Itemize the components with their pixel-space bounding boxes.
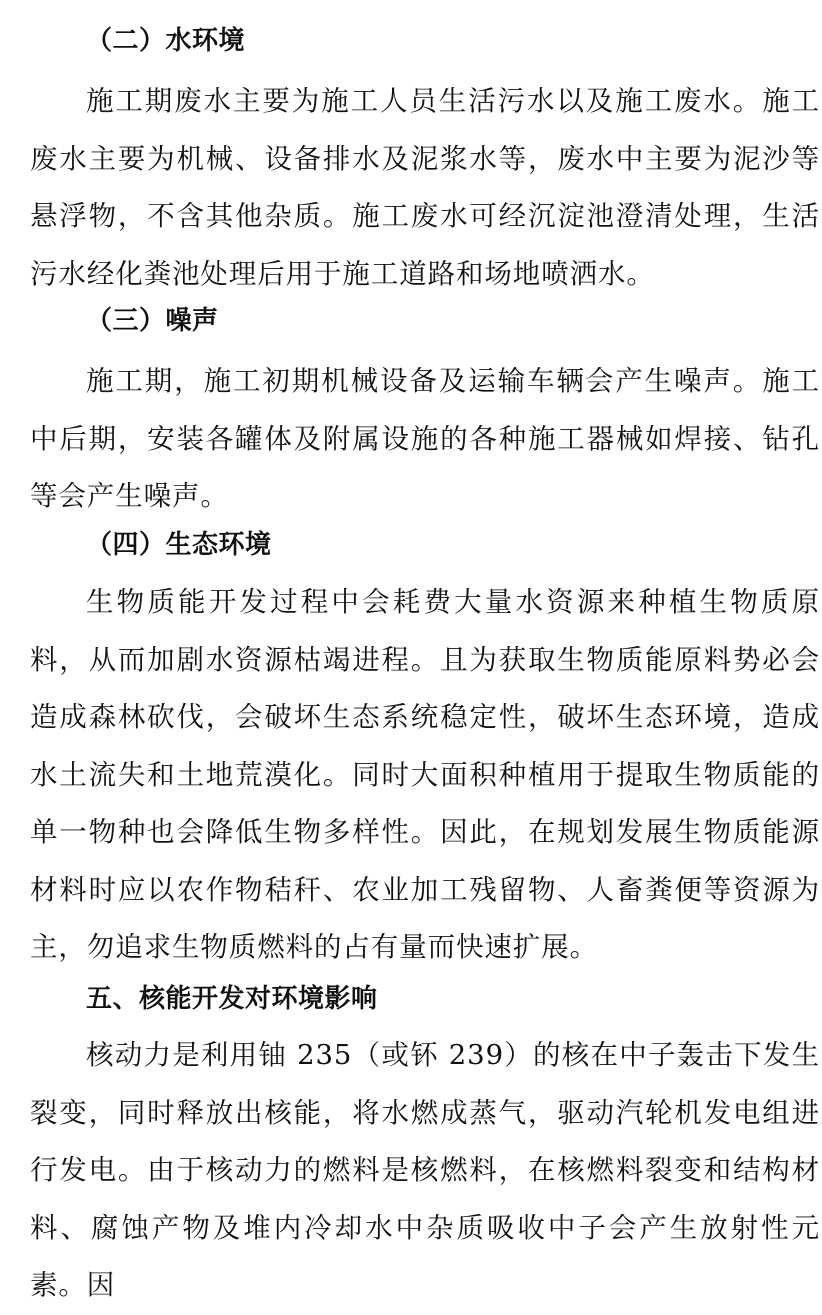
paragraph-nuclear-energy-impact: 核动力是利用铀 235（或钚 239）的核在中子轰击下发生裂变，同时释放出核能，将水燃成蒸气，驱动汽轮机发电组进行发电。由于核动力的燃料是核燃料，在核燃料裂变和结构材料、腐蚀产物及堆内冷却水中杂质吸收中子会产生放射性元素。因 [30, 1039, 820, 1301]
heading-water-environment: （二）水环境 [86, 26, 246, 56]
paragraph-noise: 施工期，施工初期机械设备及运输车辆会产生噪声。施工中后期，安装各罐体及附属设施的各种施工器械如焊接、钻孔等会产生噪声。 [30, 365, 820, 512]
heading-noise: （三）噪声 [86, 306, 219, 336]
paragraph-ecological-environment: 生物质能开发过程中会耗费大量水资源来种植生物质原料，从而加剧水资源枯竭进程。且为获取生物质能原料势必会造成森林砍伐，会破坏生态系统稳定性，破坏生态环境，造成水土流失和土地荒漠化。同时大面积种植用于提取生物质能的单一物种也会降低生物多样性。因此，在规划发展生物质能源材料时应以农作物秸秆、农业加工残留物、人畜粪便等资源为主，勿追求生物质燃料的占有量而快速扩展。 [30, 586, 820, 963]
heading-ecological-environment: （四）生态环境 [86, 530, 272, 560]
paragraph-water-environment: 施工期废水主要为施工人员生活污水以及施工废水。施工废水主要为机械、设备排水及泥浆水等，废水中主要为泥沙等悬浮物，不含其他杂质。施工废水可经沉淀池澄清处理，生活污水经化粪池处理后用于施工道路和场地喷洒水。 [30, 85, 820, 290]
heading-nuclear-energy-impact: 五、核能开发对环境影响 [86, 984, 378, 1014]
